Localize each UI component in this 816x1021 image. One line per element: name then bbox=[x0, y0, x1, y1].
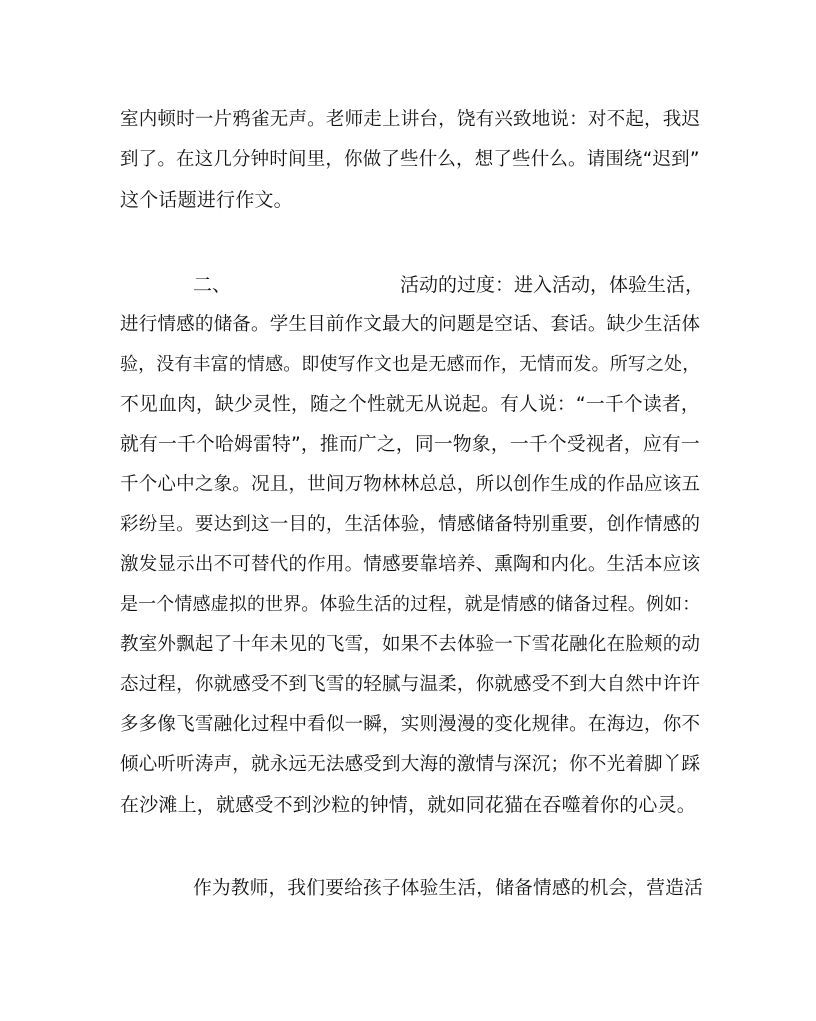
text-line: 教室外飘起了十年未见的飞雪，如果不去体验一下雪花融化在脸颊的动 bbox=[120, 634, 701, 655]
section-heading: 活动的过度：进入活动，体验生活， bbox=[400, 274, 705, 296]
section-number: 二、 bbox=[193, 274, 232, 296]
text-line: 作为教师，我们要给孩子体验生活，储备情感的机会，营造活 bbox=[193, 878, 703, 899]
text-line: 彩纷呈。要达到这一目的，生活体验，情感储备特别重要，创作情感的 bbox=[120, 514, 701, 535]
text-line: 进行情感的储备。学生目前作文最大的问题是空话、套话。缺少生活体 bbox=[120, 314, 701, 335]
text-line: 验，没有丰富的情感。即使写作文也是无感而作，无情而发。所写之处， bbox=[120, 354, 701, 375]
text-line: 多多像飞雪融化过程中看似一瞬，实则漫漫的变化规律。在海边，你不 bbox=[120, 714, 701, 735]
text-line: 激发显示出不可替代的作用。情感要靠培养、熏陶和内化。生活本应该 bbox=[120, 554, 701, 575]
text-line: 是一个情感虚拟的世界。体验生活的过程，就是情感的储备过程。例如： bbox=[120, 594, 701, 615]
text-line: 态过程，你就感受不到飞雪的轻腻与温柔，你就感受不到大自然中许许 bbox=[120, 674, 701, 695]
text-line: 不见血肉，缺少灵性，随之个性就无从说起。有人说：“一千个读者， bbox=[120, 394, 700, 415]
text-line: 倾心听听涛声，就永远无法感受到大海的激情与深沉；你不光着脚丫踩 bbox=[120, 754, 701, 775]
text-line: 这个话题进行作文。 bbox=[120, 189, 293, 211]
text-line: 在沙滩上，就感受不到沙粒的钟情，就如同花猫在吞噬着你的心灵。 bbox=[120, 794, 697, 816]
text-line: 室内顿时一片鸦雀无声。老师走上讲台，饶有兴致地说：对不起，我迟 bbox=[120, 109, 701, 130]
text-line: 千个心中之象。况且，世间万物林林总总，所以创作生成的作品应该五 bbox=[120, 474, 701, 495]
text-line: 就有一千个哈姆雷特”，推而广之，同一物象，一千个受视者，应有一 bbox=[120, 434, 700, 455]
text-line: 到了。在这几分钟时间里，你做了些什么，想了些什么。请围绕“迟到” bbox=[120, 149, 700, 170]
